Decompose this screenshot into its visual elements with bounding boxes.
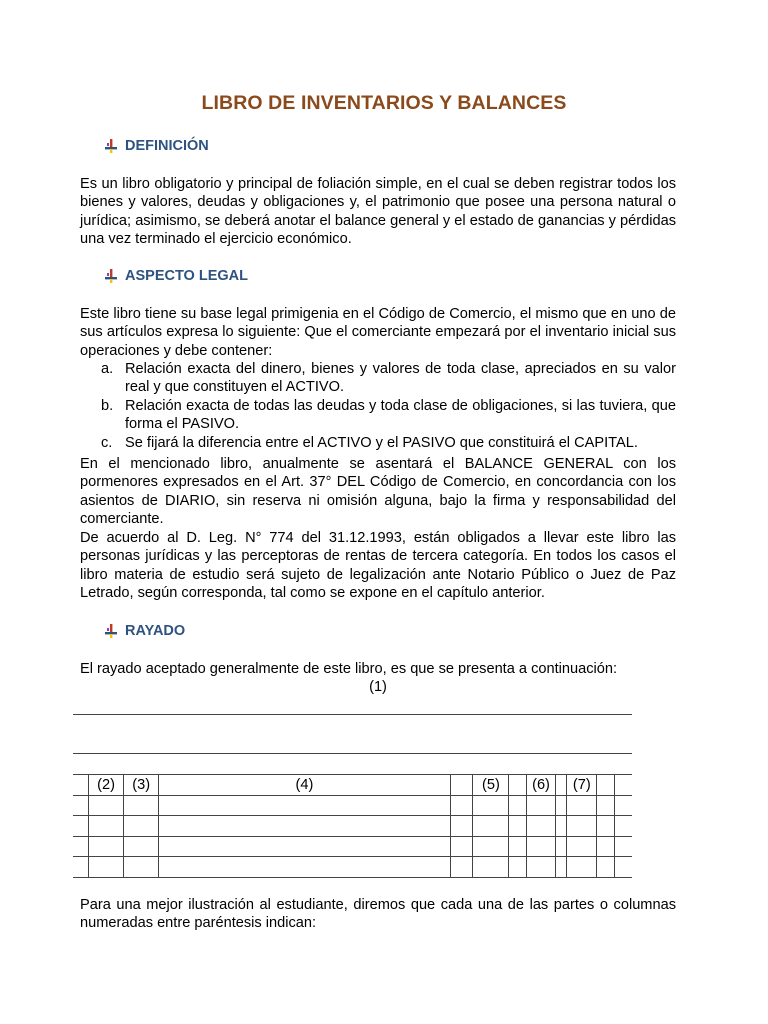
legal-decree-paragraph: De acuerdo al D. Leg. N° 774 del 31.12.1993, están obligados a llevar este libro las personas jurídicas y las perceptoras de rentas de tercera categoría. En todos los casos el libro materia de estudio será sujeto de legalización ante Notario Público o Juez de Paz Letrado, según corresponda, tal como se expone en el capítulo anterior. [80,530,676,602]
table-cell [614,775,632,796]
list-item-text: Relación exacta de todas las deudas y toda clase de obligaciones, si las tuviera, que forma el PASIVO. [125,397,676,433]
table-cell [614,816,632,837]
table-cell [597,795,615,816]
table-cell [88,795,123,816]
table-cell: (7) [567,775,597,796]
aspecto-legal-intro: Este libro tiene su base legal primigenia en el Código de Comercio, el mismo que en uno de sus artículos expresa lo siguiente: Que el comerciante empezará por el inventario inicial sus operaciones y debe contener: [80,306,676,359]
table-cell [527,857,556,878]
table-cell [509,795,527,816]
heading-rayado [103,621,185,641]
list-item [80,397,676,434]
table-cell [88,857,123,878]
table-cell [509,857,527,878]
table-cell: (5) [473,775,509,796]
list-item-marker: b. [101,397,114,414]
table-row [73,795,632,816]
table-cell: (4) [159,775,450,796]
list-item-marker: c. [101,434,113,451]
table-cell [527,816,556,837]
table-cell [450,857,473,878]
table-cell [527,795,556,816]
table-cell [124,857,159,878]
table-cell [509,836,527,857]
table-cell [450,836,473,857]
color-cross-bullet-icon [103,138,119,154]
table-row [73,775,632,796]
table-cell [159,816,450,837]
closing-paragraph: Para una mejor ilustración al estudiante, diremos que cada una de las partes o columnas numeradas entre paréntesis indican: [80,897,676,932]
table-cell [73,795,88,816]
rayado-intro: El rayado aceptado generalmente de este libro, es que se presenta a continuación: [80,661,618,677]
table-cell [159,795,450,816]
table-cell [124,816,159,837]
table-cell [597,775,615,796]
table-cell [555,857,566,878]
list-item-marker: a. [101,361,114,377]
table-cell [567,816,597,837]
table-cell [555,775,566,796]
heading-definicion-label: DEFINICIÓN [125,138,209,154]
table-cell [159,857,450,878]
table-cell [614,857,632,878]
table-cell: (6) [527,775,556,796]
table-cell [509,775,527,796]
table-cell [555,795,566,816]
table-cell [567,795,597,816]
table-cell: (2) [88,775,123,796]
table-cell [73,775,88,796]
table-cell [527,836,556,857]
requirements-list [80,360,676,452]
table-row [73,836,632,857]
color-cross-bullet-icon [103,268,119,284]
ruling-line-second [73,753,632,754]
table-cell [124,836,159,857]
table-cell [73,816,88,837]
heading-rayado-label: RAYADO [125,623,186,639]
table-cell [88,836,123,857]
table-row [73,816,632,837]
list-item-text: Relación exacta del dinero, bienes y valores de toda clase, apreciados en su valor real y que constituyen el ACTIVO. [125,361,676,396]
table-cell [614,836,632,857]
page-title: LIBRO DE INVENTARIOS Y BALANCES [201,92,567,114]
color-cross-bullet-icon [103,623,119,639]
table-cell [73,836,88,857]
heading-aspecto-legal [103,266,248,286]
table-cell [555,816,566,837]
rayado-label-1: (1) [369,679,387,695]
balance-general-paragraph: En el mencionado libro, anualmente se asentará el BALANCE GENERAL con los pormenores expresados en el Art. 37° DEL Código de Comercio, en concordancia con los asientos de DIARIO, sin reserva ni omisión alguna, bajo la firma y responsabilidad del comerciante. [80,456,676,528]
table-cell: (3) [124,775,159,796]
list-item-text: Se fijará la diferencia entre el ACTIVO y el PASIVO que constituirá el CAPITAL. [125,434,638,451]
table-cell [473,795,509,816]
rayado-table [73,774,632,878]
table-cell [555,836,566,857]
table-cell [597,836,615,857]
ruling-line-top [73,714,632,715]
table-cell [450,775,473,796]
table-cell [567,857,597,878]
table-cell [614,795,632,816]
table-cell [597,857,615,878]
table-cell [450,816,473,837]
table-cell [597,816,615,837]
list-item [80,434,676,452]
table-cell [473,836,509,857]
heading-aspecto-legal-label: ASPECTO LEGAL [125,268,248,284]
table-cell [124,795,159,816]
table-cell [567,836,597,857]
table-cell [473,857,509,878]
table-cell [159,836,450,857]
table-cell [473,816,509,837]
table-row [73,857,632,878]
definicion-paragraph: Es un libro obligatorio y principal de foliación simple, en el cual se deben registrar todos los bienes y valores, deudas y obligaciones y, el patrimonio que posee una persona natural o jurídica; asimismo, se deberá anotar el balance general y el estado de ganancias y pérdidas una vez terminado el ejercicio económico. [80,176,676,248]
table-cell [450,795,473,816]
table-cell [509,816,527,837]
list-item [80,360,676,397]
table-cell [73,857,88,878]
table-cell [88,816,123,837]
heading-definicion [103,136,209,156]
